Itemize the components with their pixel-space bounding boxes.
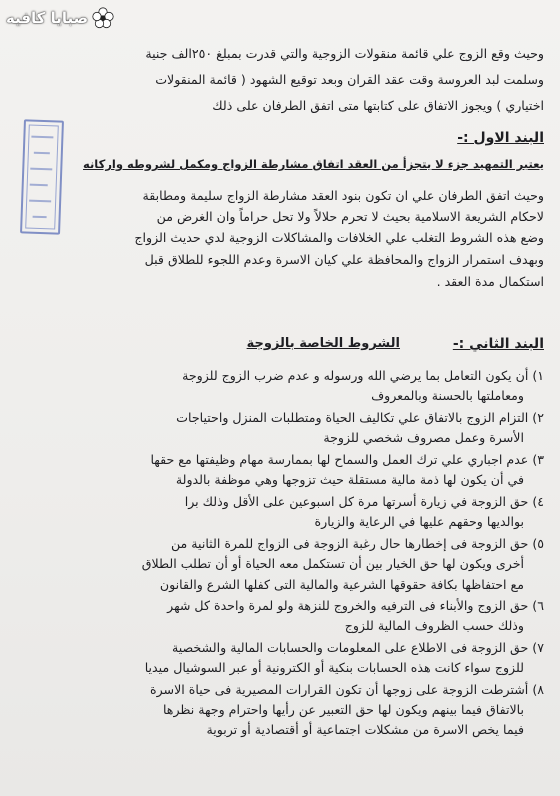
flower-icon	[92, 7, 114, 29]
list-item: ٢) التزام الزوج بالاتفاق علي تكاليف الحياة ومتطلبات المنزل واحتياجات	[176, 410, 544, 425]
list-item: ١) أن يكون التعامل بما يرضي الله ورسوله و عدم ضرب الزوج للزوجة	[182, 368, 544, 383]
intro-line: وسلمت لبد العروسة وقت عقد القران وبعد توقيع الشهود ( قائمة المنقولات	[155, 72, 544, 87]
clause1-line: استكمال مدة العقد .	[436, 274, 544, 289]
clause2-subtitle: الشروط الخاصة بالزوجة	[246, 336, 400, 351]
site-logo	[6, 6, 114, 30]
list-item: وذلك حسب الظروف المالية للزوج	[344, 618, 524, 633]
list-item: بوالديها وحقهم عليها في الرعاية والزيارة	[314, 514, 524, 529]
clause1-subtitle: يعتبر التمهيد جزء لا يتجزأ من العقد اتفاق مشارطة الزواج ومكمل لشروطه واركانه	[83, 157, 544, 171]
intro-line: اختياري ) ويجوز الاتفاق على كتابتها متى اتفق الطرفان على ذلك	[212, 98, 544, 113]
clause1-line: وحيث اتفق الطرفان علي ان تكون بنود العقد مشارطة الزواج سليمة ومطابقة	[142, 188, 544, 203]
list-item: بالاتفاق فيما بينهم ويكون لها حق التعبير عن رأيها واحترام وجهة نظرها	[162, 702, 524, 717]
intro-line: وحيث وقع الزوج علي قائمة منقولات الزوجية والتي قدرت بمبلغ ٢٥٠الف جنية	[145, 46, 544, 61]
list-item: فيما يخص الاسرة من مشكلات اجتماعية أو أقتصادية أو تربوية	[206, 722, 524, 737]
clause1-line: لاحكام الشريعة الاسلامية بحيث لا تحرم حلالاً ولا تحل حراماً وان الغرض من	[156, 209, 544, 224]
clause1-line: وضع هذه الشروط التغلب علي الخلافات والمشاكلات الزوجية لدي حديث الزواج	[134, 230, 544, 245]
list-item: ٣) عدم اجباري علي ترك العمل والسماح لها بممارسة مهام وظيفتها مع حقها	[150, 452, 544, 467]
list-item: أخرى ويكون لها حق الخيار بين أن تستكمل معه الحياة أو أن تطلب الطلاق	[141, 556, 524, 571]
list-item: ٥) حق الزوجة فى إخطارها حال رغبة الزوجة فى الزواج للمرة الثانية من	[170, 536, 544, 551]
list-item: مع احتفاظها بكافة حقوقها الشرعية والمالية التى كفلها الشرع والقانون	[159, 577, 524, 592]
list-item: الأسرة وعمل مصروف شخصي للزوجة	[323, 430, 524, 445]
clause1-title: البند الاول :-	[457, 130, 544, 146]
official-stamp	[20, 119, 64, 234]
list-item: في أن يكون لها ذمة مالية مستقلة حيث تزوجها وهي موظفة بالدولة	[175, 472, 524, 487]
list-item: ٦) حق الزوج والأبناء فى الترفيه والخروج للنزهة ولو لمرة واحدة كل شهر	[167, 598, 544, 613]
list-item: للزوج سواء كانت هذه الحسابات بنكية أو الكترونية أو عبر السوشيال ميديا	[144, 660, 524, 675]
clause2-title: البند الثاني :-	[452, 336, 544, 352]
list-item: ٨) أشترطت الزوجة على زوجها أن تكون القرارات المصيرية فى حياة الاسرة	[150, 682, 544, 697]
list-item: ٤) حق الزوجة في زيارة أسرتها مرة كل اسبوعين على الأقل وذلك برا	[184, 494, 544, 509]
list-item: ٧) حق الزوجة فى الاطلاع على المعلومات والحسابات المالية والشخصية	[171, 640, 544, 655]
clause1-line: وبهدف استمرار الزواج والمحافظة علي كيان الاسرة وعدم اللجوء للطلاق قبل	[144, 252, 544, 267]
list-item: ومعاملتها بالحسنة وبالمعروف	[371, 388, 524, 403]
logo-text: صبايا كافيه	[6, 9, 89, 27]
